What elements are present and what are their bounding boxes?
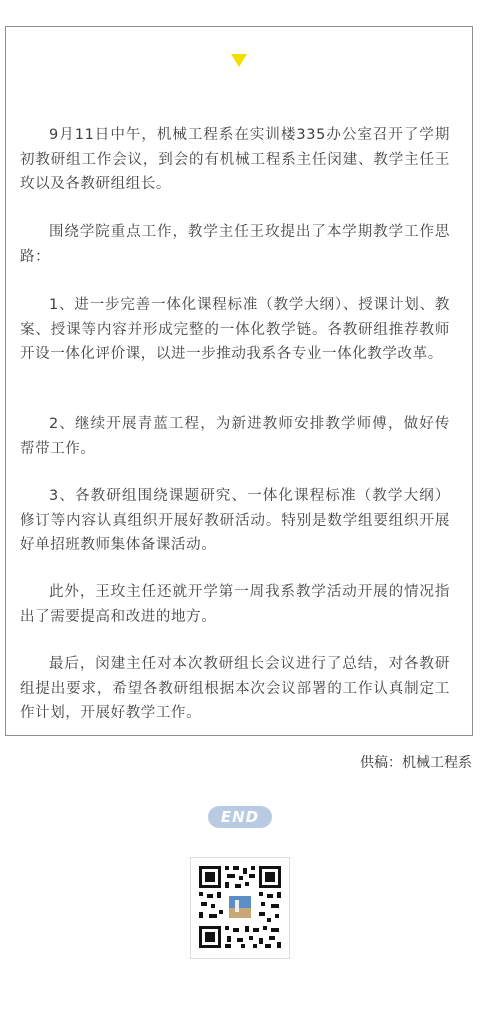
paragraph-7: 最后，闵建主任对本次教研组长会议进行了总结，对各教研组提出要求，希望各教研组根据本次会议部署的工作认真制定工作计划，开展好教学工作。: [20, 656, 450, 721]
qr-code-graphic: [191, 858, 289, 958]
paragraph-1: 9月11日中午，机械工程系在实训楼335办公室召开了学期初教研组工作会议，到会的有机械工程系主任闵建、教学主任王玫以及各教研组组长。: [20, 127, 450, 192]
paragraph-5: 3、各教研组围绕课题研究、一体化课程标准（教学大纲）修订等内容认真组织开展好教研活动。特别是数学组要组织开展好单招班教师集体备课活动。: [20, 488, 450, 553]
end-badge: [208, 806, 272, 828]
paragraph-2: 围绕学院重点工作，教学主任王玫提出了本学期教学工作思路：: [20, 224, 450, 265]
paragraph-3: 1、进一步完善一体化课程标准（教学大纲）、授课计划、教案、授课等内容并形成完整的一体化教学链。各教研组推荐教师开设一体化评价课，以进一步推动我系各专业一体化教学改革。: [20, 297, 450, 362]
source-credit: 供稿：机械工程系: [360, 755, 472, 771]
down-triangle-icon: [231, 54, 247, 67]
paragraph-6: 此外，王玫主任还就开学第一周我系教学活动开展的情况指出了需要提高和改进的地方。: [20, 584, 450, 625]
paragraph-4: 2、继续开展青蓝工程，为新进教师安排教学师傅，做好传帮带工作。: [20, 416, 450, 457]
qr-code-image: [190, 857, 290, 959]
end-label: END: [220, 808, 260, 826]
